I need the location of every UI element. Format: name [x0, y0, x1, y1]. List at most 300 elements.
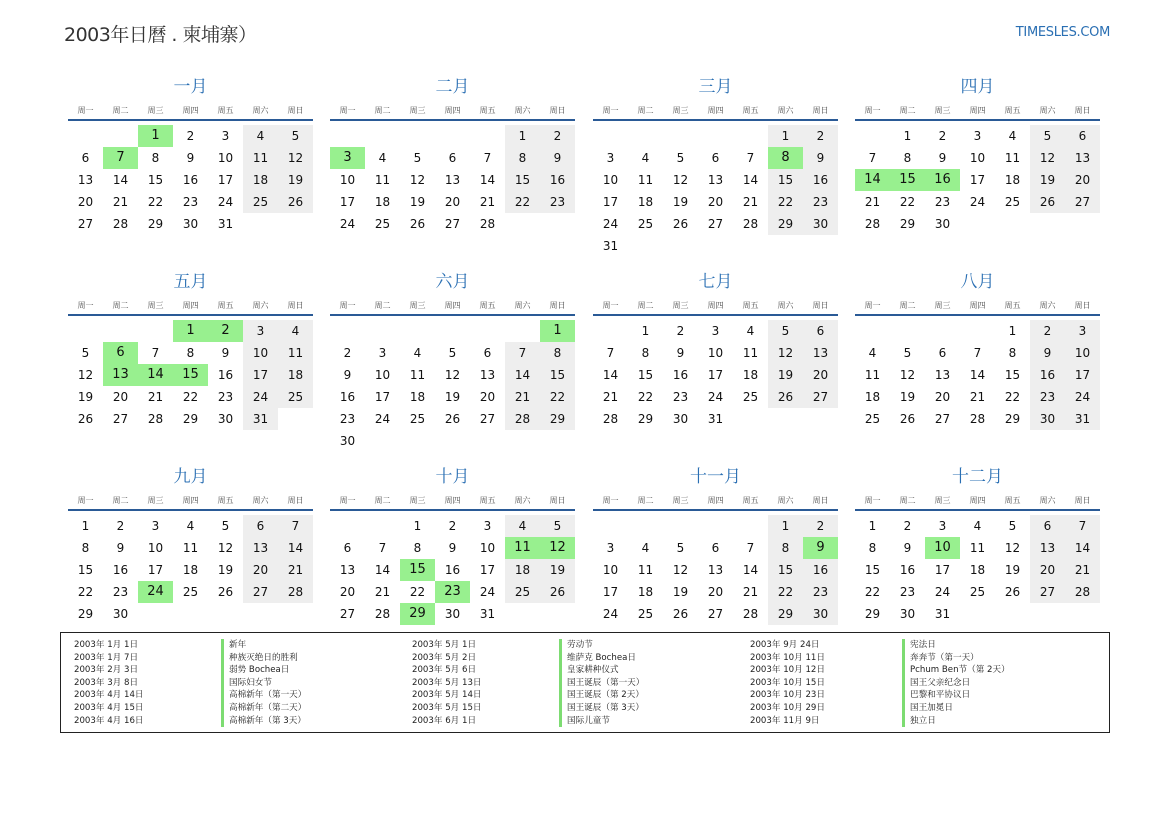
holiday-name: 国王诞辰（第 3天） — [559, 702, 644, 715]
day-cell: 17 — [934, 563, 951, 577]
empty-cell — [330, 125, 365, 147]
day-cell: 11 — [278, 342, 313, 364]
day-cell: 8 — [768, 537, 803, 559]
day-grid — [330, 125, 575, 235]
day-cell: 6 — [1030, 515, 1065, 537]
empty-cell — [103, 320, 138, 342]
day-cell: 17 — [339, 195, 356, 209]
weekday-label: 周五 — [1004, 496, 1021, 505]
day-cell: 15 — [864, 563, 881, 577]
day-cell: 20 — [934, 390, 951, 404]
day-cell: 10 — [479, 541, 496, 555]
day-cell: 26 — [409, 217, 426, 231]
day-cell: 9 — [938, 151, 947, 165]
holiday-day-cell: 15 — [173, 364, 208, 386]
weekday-label: 周六 — [1039, 301, 1056, 310]
day-cell: 4 — [1008, 129, 1017, 143]
day-cell: 7 — [151, 346, 160, 360]
empty-cell — [365, 320, 400, 342]
day-cell: 5 — [768, 320, 803, 342]
month-8 — [855, 270, 1100, 430]
day-cell: 22 — [864, 585, 881, 599]
day-cell: 17 — [602, 195, 619, 209]
holiday-date: 2003年 10月 12日 — [750, 665, 825, 676]
day-cell: 19 — [540, 559, 575, 581]
day-cell: 10 — [707, 346, 724, 360]
holiday-day-cell: 15 — [400, 559, 435, 581]
holiday-day-cell: 14 — [855, 169, 890, 191]
day-cell: 21 — [969, 390, 986, 404]
day-cell: 21 — [278, 559, 313, 581]
day-cell: 7 — [606, 346, 615, 360]
weekday-label: 周二 — [899, 301, 916, 310]
holiday-day-cell: 16 — [925, 169, 960, 191]
weekday-label: 周一 — [864, 496, 881, 505]
weekday-label: 周二 — [374, 301, 391, 310]
holiday-name: 国王父亲纪念日 — [902, 677, 1010, 690]
day-cell: 20 — [1065, 169, 1100, 191]
day-cell: 23 — [672, 390, 689, 404]
day-cell: 9 — [903, 541, 912, 555]
day-cell: 17 — [147, 563, 164, 577]
day-grid — [330, 515, 575, 625]
site-link[interactable]: TIMESLES.COM — [1015, 25, 1110, 40]
day-cell: 16 — [672, 368, 689, 382]
day-cell: 28 — [505, 408, 540, 430]
day-cell: 23 — [899, 585, 916, 599]
weekday-label: 周三 — [934, 106, 951, 115]
weekday-label: 周六 — [252, 301, 269, 310]
empty-cell — [890, 320, 925, 342]
empty-cell — [960, 320, 995, 342]
day-cell: 16 — [217, 368, 234, 382]
weekday-header — [68, 103, 313, 121]
holiday-name: Pchum Ben节（第 2天） — [902, 664, 1010, 677]
holiday-col-2-names — [559, 639, 644, 727]
day-cell: 28 — [112, 217, 129, 231]
day-grid — [855, 125, 1100, 235]
day-cell: 13 — [243, 537, 278, 559]
empty-cell — [470, 320, 505, 342]
weekday-label: 周日 — [812, 301, 829, 310]
holiday-day-cell: 2 — [208, 320, 243, 342]
day-cell: 29 — [864, 607, 881, 621]
empty-cell — [733, 125, 768, 147]
day-cell: 30 — [444, 607, 461, 621]
day-cell: 9 — [221, 346, 230, 360]
day-cell: 7 — [1065, 515, 1100, 537]
day-cell: 15 — [540, 364, 575, 386]
day-cell: 9 — [676, 346, 685, 360]
weekday-label: 周日 — [287, 496, 304, 505]
day-cell: 14 — [505, 364, 540, 386]
day-cell: 17 — [707, 368, 724, 382]
day-cell: 11 — [864, 368, 881, 382]
day-cell: 3 — [221, 129, 230, 143]
weekday-label: 周一 — [77, 301, 94, 310]
day-cell: 17 — [1065, 364, 1100, 386]
day-cell: 8 — [505, 147, 540, 169]
day-cell: 10 — [217, 151, 234, 165]
day-cell: 3 — [243, 320, 278, 342]
holiday-date: 2003年 5月 15日 — [412, 702, 482, 713]
holiday-name: 新年 — [221, 639, 306, 652]
day-cell: 22 — [540, 386, 575, 408]
day-cell: 4 — [868, 346, 877, 360]
day-cell: 13 — [803, 342, 838, 364]
holiday-name: 国王诞辰（第一天） — [559, 677, 644, 690]
day-cell: 23 — [540, 191, 575, 213]
day-cell: 10 — [1065, 342, 1100, 364]
day-cell: 18 — [409, 390, 426, 404]
weekday-label: 周一 — [339, 496, 356, 505]
weekday-label: 周三 — [409, 301, 426, 310]
weekday-label: 周日 — [549, 496, 566, 505]
day-cell: 27 — [1065, 191, 1100, 213]
day-cell: 3 — [606, 151, 615, 165]
day-cell: 31 — [1065, 408, 1100, 430]
weekday-label: 周三 — [409, 496, 426, 505]
day-cell: 10 — [602, 563, 619, 577]
day-cell: 13 — [444, 173, 461, 187]
day-cell: 29 — [182, 412, 199, 426]
day-cell: 14 — [742, 173, 759, 187]
day-cell: 14 — [742, 563, 759, 577]
day-cell: 2 — [448, 519, 457, 533]
day-cell: 4 — [973, 519, 982, 533]
empty-cell — [470, 125, 505, 147]
weekday-label: 周六 — [777, 496, 794, 505]
weekday-label: 周三 — [147, 106, 164, 115]
weekday-label: 周六 — [1039, 496, 1056, 505]
holiday-date: 2003年 9月 24日 — [750, 640, 820, 650]
day-cell: 1 — [903, 129, 912, 143]
day-cell: 14 — [112, 173, 129, 187]
holiday-day-cell: 1 — [138, 125, 173, 147]
day-cell: 5 — [1030, 125, 1065, 147]
empty-cell — [855, 320, 890, 342]
day-cell: 22 — [505, 191, 540, 213]
day-cell: 17 — [243, 364, 278, 386]
day-cell: 25 — [969, 585, 986, 599]
day-cell: 23 — [339, 412, 356, 426]
holiday-name: 皇家耕种仪式 — [559, 664, 644, 677]
weekday-label: 周二 — [899, 496, 916, 505]
day-cell: 4 — [243, 125, 278, 147]
empty-cell — [593, 515, 628, 537]
day-cell: 12 — [672, 173, 689, 187]
day-cell: 29 — [768, 603, 803, 625]
day-cell: 20 — [803, 364, 838, 386]
weekday-header — [593, 103, 838, 121]
holiday-day-cell: 6 — [103, 342, 138, 364]
day-cell: 12 — [768, 342, 803, 364]
day-cell: 11 — [637, 563, 654, 577]
day-cell: 5 — [903, 346, 912, 360]
holiday-date: 2003年 4月 14日 — [74, 690, 144, 701]
weekday-label: 周四 — [444, 106, 461, 115]
weekday-label: 周三 — [672, 301, 689, 310]
day-cell: 25 — [409, 412, 426, 426]
weekday-label: 周日 — [1074, 301, 1091, 310]
day-cell: 8 — [641, 346, 650, 360]
day-cell: 26 — [899, 412, 916, 426]
day-cell: 9 — [1030, 342, 1065, 364]
day-cell: 24 — [243, 386, 278, 408]
weekday-label: 周一 — [602, 496, 619, 505]
day-cell: 25 — [243, 191, 278, 213]
day-cell: 5 — [448, 346, 457, 360]
day-cell: 11 — [742, 346, 759, 360]
month-name: 十一月 — [690, 467, 741, 487]
day-cell: 7 — [483, 151, 492, 165]
day-cell: 26 — [444, 412, 461, 426]
month-1 — [68, 75, 313, 235]
day-cell: 23 — [112, 585, 129, 599]
day-cell: 18 — [182, 563, 199, 577]
day-cell: 15 — [147, 173, 164, 187]
day-cell: 29 — [147, 217, 164, 231]
day-cell: 9 — [343, 368, 352, 382]
holiday-name: 国际妇女节 — [221, 677, 306, 690]
day-cell: 16 — [899, 563, 916, 577]
day-grid — [68, 515, 313, 625]
day-cell: 5 — [278, 125, 313, 147]
day-cell: 19 — [1030, 169, 1065, 191]
day-cell: 29 — [77, 607, 94, 621]
month-7 — [593, 270, 838, 430]
holiday-col-1-names — [221, 639, 306, 727]
day-cell: 27 — [1030, 581, 1065, 603]
day-cell: 26 — [768, 386, 803, 408]
day-cell: 28 — [278, 581, 313, 603]
day-cell: 10 — [243, 342, 278, 364]
month-name: 五月 — [173, 272, 208, 292]
day-cell: 13 — [479, 368, 496, 382]
day-cell: 28 — [864, 217, 881, 231]
weekday-label: 周五 — [479, 106, 496, 115]
day-cell: 24 — [707, 390, 724, 404]
day-cell: 7 — [746, 151, 755, 165]
day-cell: 8 — [903, 151, 912, 165]
day-cell: 23 — [803, 191, 838, 213]
day-cell: 30 — [899, 607, 916, 621]
day-cell: 23 — [803, 581, 838, 603]
weekday-header — [330, 298, 575, 316]
day-cell: 19 — [1004, 563, 1021, 577]
weekday-label: 周六 — [252, 106, 269, 115]
day-cell: 18 — [637, 585, 654, 599]
day-cell: 1 — [505, 125, 540, 147]
day-cell: 18 — [505, 559, 540, 581]
holiday-date: 2003年 10月 29日 — [750, 702, 825, 713]
day-cell: 22 — [77, 585, 94, 599]
weekday-label: 周一 — [864, 106, 881, 115]
day-cell: 24 — [339, 217, 356, 231]
day-cell: 25 — [1004, 195, 1021, 209]
day-cell: 15 — [77, 563, 94, 577]
day-cell: 19 — [278, 169, 313, 191]
month-name: 三月 — [698, 77, 733, 97]
holiday-date: 2003年 1月 1日 — [74, 640, 139, 650]
day-cell: 14 — [969, 368, 986, 382]
weekday-label: 周六 — [777, 301, 794, 310]
weekday-header — [855, 103, 1100, 121]
day-cell: 2 — [803, 515, 838, 537]
day-cell: 23 — [934, 195, 951, 209]
month-5 — [68, 270, 313, 430]
day-cell: 16 — [803, 169, 838, 191]
day-cell: 29 — [540, 408, 575, 430]
day-cell: 14 — [1065, 537, 1100, 559]
holiday-date: 2003年 5月 1日 — [412, 640, 477, 650]
empty-cell — [628, 515, 663, 537]
holiday-date: 2003年 10月 23日 — [750, 690, 825, 701]
day-cell: 27 — [803, 386, 838, 408]
day-cell: 1 — [1008, 324, 1017, 338]
weekday-label: 周日 — [812, 106, 829, 115]
day-cell: 1 — [768, 515, 803, 537]
empty-cell — [855, 125, 890, 147]
day-cell: 9 — [803, 147, 838, 169]
holiday-name: 高棉新年（第一天） — [221, 689, 306, 702]
day-cell: 23 — [182, 195, 199, 209]
holiday-day-cell: 15 — [890, 169, 925, 191]
empty-cell — [400, 125, 435, 147]
day-cell: 5 — [1008, 519, 1017, 533]
day-cell: 18 — [864, 390, 881, 404]
day-cell: 18 — [374, 195, 391, 209]
day-cell: 12 — [409, 173, 426, 187]
day-cell: 26 — [672, 607, 689, 621]
day-cell: 1 — [413, 519, 422, 533]
day-cell: 21 — [505, 386, 540, 408]
day-cell: 21 — [147, 390, 164, 404]
day-cell: 25 — [637, 607, 654, 621]
holiday-day-cell: 1 — [173, 320, 208, 342]
holiday-name: 弱势 Bochea日 — [221, 664, 306, 677]
holiday-name: 高棉新年（第 3天） — [221, 715, 306, 728]
day-cell: 28 — [969, 412, 986, 426]
holiday-date: 2003年 5月 14日 — [412, 690, 482, 701]
day-cell: 2 — [1030, 320, 1065, 342]
day-cell: 19 — [672, 195, 689, 209]
weekday-label: 周二 — [112, 301, 129, 310]
empty-cell — [103, 125, 138, 147]
day-cell: 11 — [409, 368, 426, 382]
holiday-day-cell: 3 — [330, 147, 365, 169]
day-cell: 6 — [243, 515, 278, 537]
day-cell: 28 — [1065, 581, 1100, 603]
day-cell: 26 — [672, 217, 689, 231]
weekday-label: 周六 — [1039, 106, 1056, 115]
weekday-label: 周四 — [969, 106, 986, 115]
holiday-date: 2003年 10月 15日 — [750, 677, 825, 688]
day-cell: 31 — [707, 412, 724, 426]
holiday-col-3-names — [902, 639, 1010, 727]
day-grid — [855, 320, 1100, 430]
day-cell: 8 — [151, 151, 160, 165]
day-cell: 15 — [505, 169, 540, 191]
day-cell: 6 — [448, 151, 457, 165]
weekday-label: 周五 — [217, 301, 234, 310]
month-name: 七月 — [698, 272, 733, 292]
empty-cell — [698, 125, 733, 147]
holiday-date: 2003年 2月 3日 — [74, 665, 139, 676]
day-cell: 3 — [606, 541, 615, 555]
day-cell: 12 — [217, 541, 234, 555]
day-cell: 20 — [243, 559, 278, 581]
holiday-name: 劳动节 — [559, 639, 644, 652]
weekday-label: 周日 — [549, 106, 566, 115]
day-cell: 28 — [147, 412, 164, 426]
weekday-label: 周二 — [374, 106, 391, 115]
day-cell: 12 — [672, 563, 689, 577]
day-cell: 31 — [217, 217, 234, 231]
day-cell: 11 — [243, 147, 278, 169]
day-cell: 2 — [116, 519, 125, 533]
day-cell: 25 — [374, 217, 391, 231]
day-cell: 5 — [676, 541, 685, 555]
empty-cell — [593, 125, 628, 147]
day-cell: 30 — [803, 603, 838, 625]
holiday-name: 国际儿童节 — [559, 715, 644, 728]
day-cell: 12 — [278, 147, 313, 169]
day-cell: 29 — [768, 213, 803, 235]
day-cell: 5 — [676, 151, 685, 165]
day-cell: 9 — [186, 151, 195, 165]
day-cell: 10 — [339, 173, 356, 187]
holiday-day-cell: 11 — [505, 537, 540, 559]
holiday-name: 种族灭绝日的胜利 — [221, 652, 306, 665]
holiday-date: 2003年 3月 8日 — [74, 677, 139, 688]
day-cell: 12 — [1004, 541, 1021, 555]
day-cell: 26 — [1030, 191, 1065, 213]
day-cell: 8 — [1008, 346, 1017, 360]
day-cell: 20 — [339, 585, 356, 599]
weekday-label: 周三 — [409, 106, 426, 115]
day-cell: 22 — [768, 191, 803, 213]
weekday-label: 周四 — [707, 106, 724, 115]
day-grid — [593, 320, 838, 430]
weekday-label: 周六 — [514, 301, 531, 310]
month-name: 八月 — [960, 272, 995, 292]
weekday-label: 周一 — [339, 301, 356, 310]
day-cell: 24 — [479, 585, 496, 599]
month-2 — [330, 75, 575, 235]
weekday-label: 周五 — [479, 496, 496, 505]
holiday-date: 2003年 5月 6日 — [412, 665, 477, 676]
month-3 — [593, 75, 838, 257]
holiday-date: 2003年 10月 11日 — [750, 652, 825, 663]
day-grid — [855, 515, 1100, 625]
day-cell: 8 — [186, 346, 195, 360]
weekday-label: 周五 — [217, 106, 234, 115]
day-cell: 4 — [186, 519, 195, 533]
day-cell: 27 — [112, 412, 129, 426]
day-cell: 19 — [217, 563, 234, 577]
day-cell: 12 — [444, 368, 461, 382]
holiday-date: 2003年 4月 16日 — [74, 715, 144, 726]
weekday-label: 周四 — [707, 301, 724, 310]
day-cell: 20 — [707, 195, 724, 209]
weekday-header — [593, 493, 838, 511]
day-cell: 17 — [969, 173, 986, 187]
weekday-label: 周二 — [637, 301, 654, 310]
day-cell: 8 — [540, 342, 575, 364]
weekday-label: 周五 — [479, 301, 496, 310]
day-cell: 1 — [641, 324, 650, 338]
